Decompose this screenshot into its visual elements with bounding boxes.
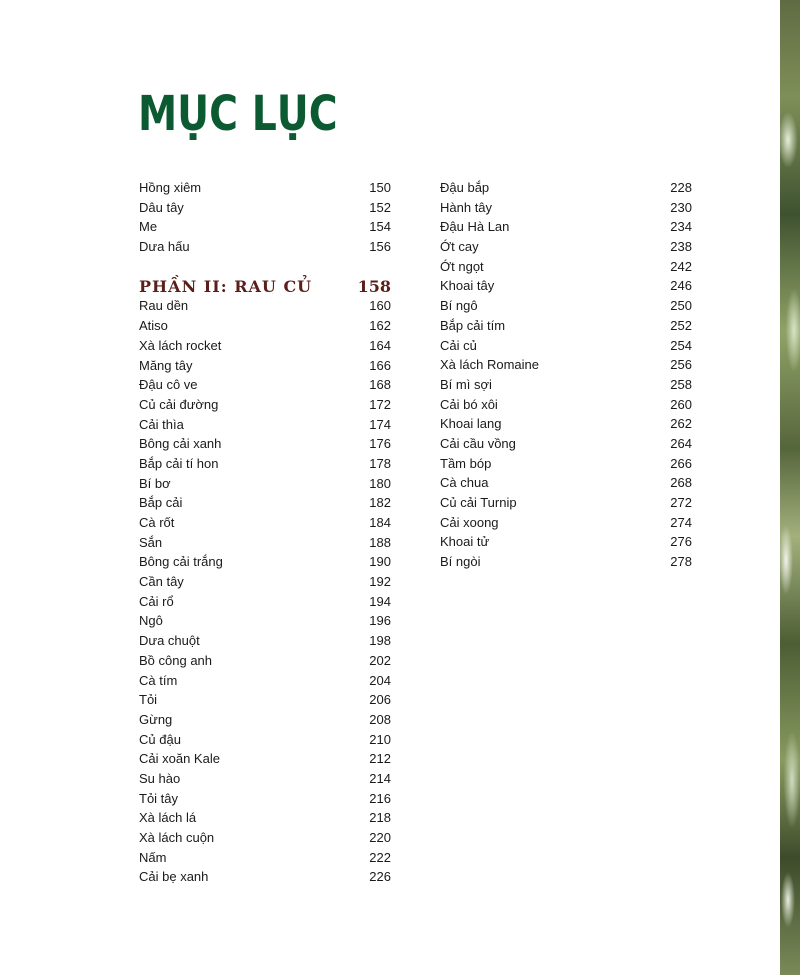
toc-entry-page: 188 xyxy=(369,534,391,550)
toc-entry xyxy=(139,454,391,474)
toc-entry-name: Cải thìa xyxy=(139,416,184,432)
toc-entry-name: Xà lách lá xyxy=(139,810,197,826)
toc-section-list xyxy=(139,296,391,887)
toc-entry xyxy=(440,316,692,336)
toc-entry xyxy=(440,434,692,454)
toc-entry-page: 230 xyxy=(670,199,692,215)
toc-entry-name: Xà lách rocket xyxy=(139,337,222,353)
toc-entry-name: Cải cầu vồng xyxy=(440,435,516,451)
toc-entry xyxy=(139,730,391,750)
toc-entry-page: 190 xyxy=(369,554,391,570)
toc-entry-page: 258 xyxy=(670,376,692,392)
toc-entry-page: 264 xyxy=(670,435,692,451)
toc-entry-page: 204 xyxy=(369,672,391,688)
toc-entry xyxy=(139,848,391,868)
toc-entry-name: Cần tây xyxy=(139,574,184,590)
toc-entry xyxy=(440,375,692,395)
toc-entry-name: Bông cải xanh xyxy=(139,436,222,452)
toc-entry xyxy=(440,257,692,277)
toc-entry xyxy=(139,710,391,730)
toc-entry xyxy=(139,749,391,769)
toc-entry xyxy=(139,808,391,828)
toc-entry-name: Tỏi xyxy=(139,692,158,708)
toc-entry-page: 216 xyxy=(369,790,391,806)
toc-entry-name: Bắp cải tí hon xyxy=(139,455,219,471)
toc-entry xyxy=(440,217,692,237)
vegetable-photo-edge xyxy=(780,0,800,975)
toc-entry xyxy=(440,355,692,375)
toc-entry-page: 274 xyxy=(670,514,692,530)
toc-entry-name: Nấm xyxy=(139,849,167,865)
toc-entry-page: 242 xyxy=(670,258,692,274)
toc-entry-page: 150 xyxy=(369,180,391,195)
toc-entry-page: 152 xyxy=(369,199,391,215)
toc-entry xyxy=(139,572,391,592)
toc-entry-page: 228 xyxy=(670,180,692,195)
toc-entry xyxy=(440,552,692,572)
toc-entry-page: 162 xyxy=(369,318,391,334)
toc-entry xyxy=(139,769,391,789)
toc-entry xyxy=(139,552,391,572)
toc-entry-page: 260 xyxy=(670,396,692,412)
toc-entry-name: Cà rốt xyxy=(139,515,175,530)
toc-entry-name: Cà chua xyxy=(440,475,489,491)
toc-entry-name: Cải xoăn Kale xyxy=(139,751,220,767)
toc-entry xyxy=(139,789,391,809)
toc-entry-page: 272 xyxy=(670,495,692,510)
toc-entry-page: 246 xyxy=(670,278,692,294)
toc-entry-page: 174 xyxy=(369,416,391,432)
toc-entry-page: 250 xyxy=(670,298,692,314)
toc-entry-page: 256 xyxy=(670,357,692,373)
toc-entry xyxy=(139,237,391,257)
toc-entry-name: Măng tây xyxy=(139,357,193,373)
toc-entry-name: Bí bơ xyxy=(139,475,171,491)
toc-entry-name: Củ cải Turnip xyxy=(440,495,517,510)
toc-entry-name: Sắn xyxy=(139,534,163,550)
toc-entry-page: 180 xyxy=(369,475,391,491)
toc-entry-name: Bắp cải xyxy=(139,495,183,511)
toc-entry xyxy=(139,631,391,651)
toc-entry-name: Su hào xyxy=(139,770,181,786)
toc-entry xyxy=(440,414,692,434)
toc-entry-name: Cải rổ xyxy=(139,593,174,609)
toc-entry-page: 238 xyxy=(670,239,692,255)
toc-entry xyxy=(139,867,391,887)
toc-entry xyxy=(139,217,391,237)
toc-entry-name: Khoai tây xyxy=(440,278,495,294)
toc-entry-name: Dưa chuột xyxy=(139,633,200,649)
toc-entry-name: Khoai tử xyxy=(440,534,490,550)
toc-entry-page: 184 xyxy=(369,515,391,530)
toc-entry-name: Đậu bắp xyxy=(440,180,490,195)
toc-entry-name: Cà tím xyxy=(139,672,178,688)
toc-entry-name: Bắp cải tím xyxy=(440,317,506,333)
toc-entry xyxy=(139,474,391,494)
toc-entry-name: Bồ công anh xyxy=(139,652,213,668)
toc-entry-page: 278 xyxy=(670,554,692,570)
toc-entry-page: 178 xyxy=(369,455,391,471)
toc-entry xyxy=(139,336,391,356)
toc-entry xyxy=(139,296,391,316)
toc-entry xyxy=(139,690,391,710)
toc-entry-name: Gừng xyxy=(139,711,173,727)
toc-entry xyxy=(440,532,692,552)
toc-entry-page: 210 xyxy=(369,731,391,747)
toc-entry xyxy=(139,375,391,395)
toc-entry-page: 156 xyxy=(369,239,391,255)
toc-entry-name: Cải bẹ xanh xyxy=(139,869,209,885)
toc-entry-name: Atiso xyxy=(139,318,168,334)
toc-entry xyxy=(440,336,692,356)
toc-entry xyxy=(139,178,391,198)
toc-entry xyxy=(139,828,391,848)
toc-entry-name: Đậu cô ve xyxy=(139,377,198,393)
toc-entry-page: 182 xyxy=(369,495,391,511)
toc-entry-name: Dưa hấu xyxy=(139,239,190,255)
toc-entry-page: 268 xyxy=(670,475,692,491)
toc-entry-name: Dâu tây xyxy=(139,199,184,215)
toc-entry-name: Củ cải đường xyxy=(139,396,219,412)
toc-entry-page: 198 xyxy=(369,633,391,649)
toc-entry-name: Củ đậu xyxy=(139,731,181,747)
toc-entry xyxy=(139,493,391,513)
toc-entry-page: 252 xyxy=(670,317,692,333)
toc-entry xyxy=(139,611,391,631)
toc-entry xyxy=(139,356,391,376)
toc-right-column xyxy=(440,178,692,572)
toc-entry-page: 234 xyxy=(670,219,692,235)
toc-entry xyxy=(440,473,692,493)
toc-entry-page: 214 xyxy=(369,770,391,786)
toc-entry-name: Cải bó xôi xyxy=(440,396,498,412)
toc-entry xyxy=(440,198,692,218)
toc-entry-name: Xà lách cuộn xyxy=(139,830,215,845)
toc-entry-page: 226 xyxy=(369,869,391,885)
toc-entry xyxy=(139,592,391,612)
toc-entry xyxy=(440,493,692,513)
toc-entry-page: 208 xyxy=(369,711,391,727)
toc-entry-name: Khoai lang xyxy=(440,416,502,432)
toc-entry-page: 192 xyxy=(369,574,391,590)
toc-entry-page: 262 xyxy=(670,416,692,432)
toc-entry-name: Bí ngòi xyxy=(440,554,481,570)
toc-entry-page: 218 xyxy=(369,810,391,826)
toc-entry-name: Hành tây xyxy=(440,199,493,215)
toc-entry-name: Bí ngô xyxy=(440,298,478,314)
toc-entry-name: Ngô xyxy=(139,613,163,629)
toc-entry-name: Hồng xiêm xyxy=(139,180,202,195)
toc-entry-name: Xà lách Romaine xyxy=(440,357,539,373)
toc-entry xyxy=(440,395,692,415)
toc-entry-name: Đậu Hà Lan xyxy=(440,219,510,235)
page-title: MỤC LỤC xyxy=(138,86,338,142)
toc-entry-name: Cải củ xyxy=(440,337,477,353)
toc-entry-page: 202 xyxy=(369,652,391,668)
toc-entry xyxy=(440,237,692,257)
toc-entry-page: 176 xyxy=(369,436,391,452)
toc-entry xyxy=(139,671,391,691)
toc-entry-name: Me xyxy=(139,219,158,235)
section-heading xyxy=(139,277,391,297)
toc-entry-name: Rau dền xyxy=(139,298,189,314)
toc-entry-page: 212 xyxy=(369,751,391,767)
toc-entry xyxy=(139,533,391,553)
toc-entry-page: 154 xyxy=(369,219,391,235)
toc-entry-name: Ớt cay xyxy=(440,239,479,255)
toc-entry-page: 254 xyxy=(670,337,692,353)
toc-entry xyxy=(139,395,391,415)
toc-entry xyxy=(139,198,391,218)
toc-entry-page: 220 xyxy=(369,830,391,845)
section-heading-page: 158 xyxy=(357,277,391,297)
toc-entry-page: 206 xyxy=(369,692,391,708)
toc-entry-page: 194 xyxy=(369,593,391,609)
toc-entry xyxy=(139,316,391,336)
toc-left-column xyxy=(139,178,391,887)
toc-entry-name: Cải xoong xyxy=(440,514,499,530)
toc-entry xyxy=(440,296,692,316)
section-heading-label: PHẦN II: RAU CỦ xyxy=(139,277,313,297)
toc-entry-page: 164 xyxy=(369,337,391,353)
toc-entry-page: 222 xyxy=(369,849,391,865)
toc-entry xyxy=(139,415,391,435)
toc-entry xyxy=(440,178,692,198)
toc-entry xyxy=(440,454,692,474)
toc-entry-name: Tỏi tây xyxy=(139,790,179,806)
toc-entry-page: 166 xyxy=(369,357,391,373)
toc-entry-name: Bông cải trắng xyxy=(139,554,223,570)
toc-entry xyxy=(139,434,391,454)
toc-entry-name: Tầm bóp xyxy=(440,455,492,471)
toc-top-list xyxy=(139,178,391,257)
toc-entry xyxy=(440,513,692,533)
toc-entry-page: 168 xyxy=(369,377,391,393)
toc-entry xyxy=(139,651,391,671)
toc-entry-name: Ớt ngọt xyxy=(440,258,484,274)
toc-entry-page: 196 xyxy=(369,613,391,629)
toc-entry-page: 160 xyxy=(369,298,391,314)
toc-entry-page: 276 xyxy=(670,534,692,550)
toc-entry xyxy=(139,513,391,533)
toc-entry-page: 172 xyxy=(369,396,391,412)
toc-right-list xyxy=(440,178,692,572)
toc-entry xyxy=(440,276,692,296)
toc-entry-page: 266 xyxy=(670,455,692,471)
toc-entry-name: Bí mì sợi xyxy=(440,376,492,392)
